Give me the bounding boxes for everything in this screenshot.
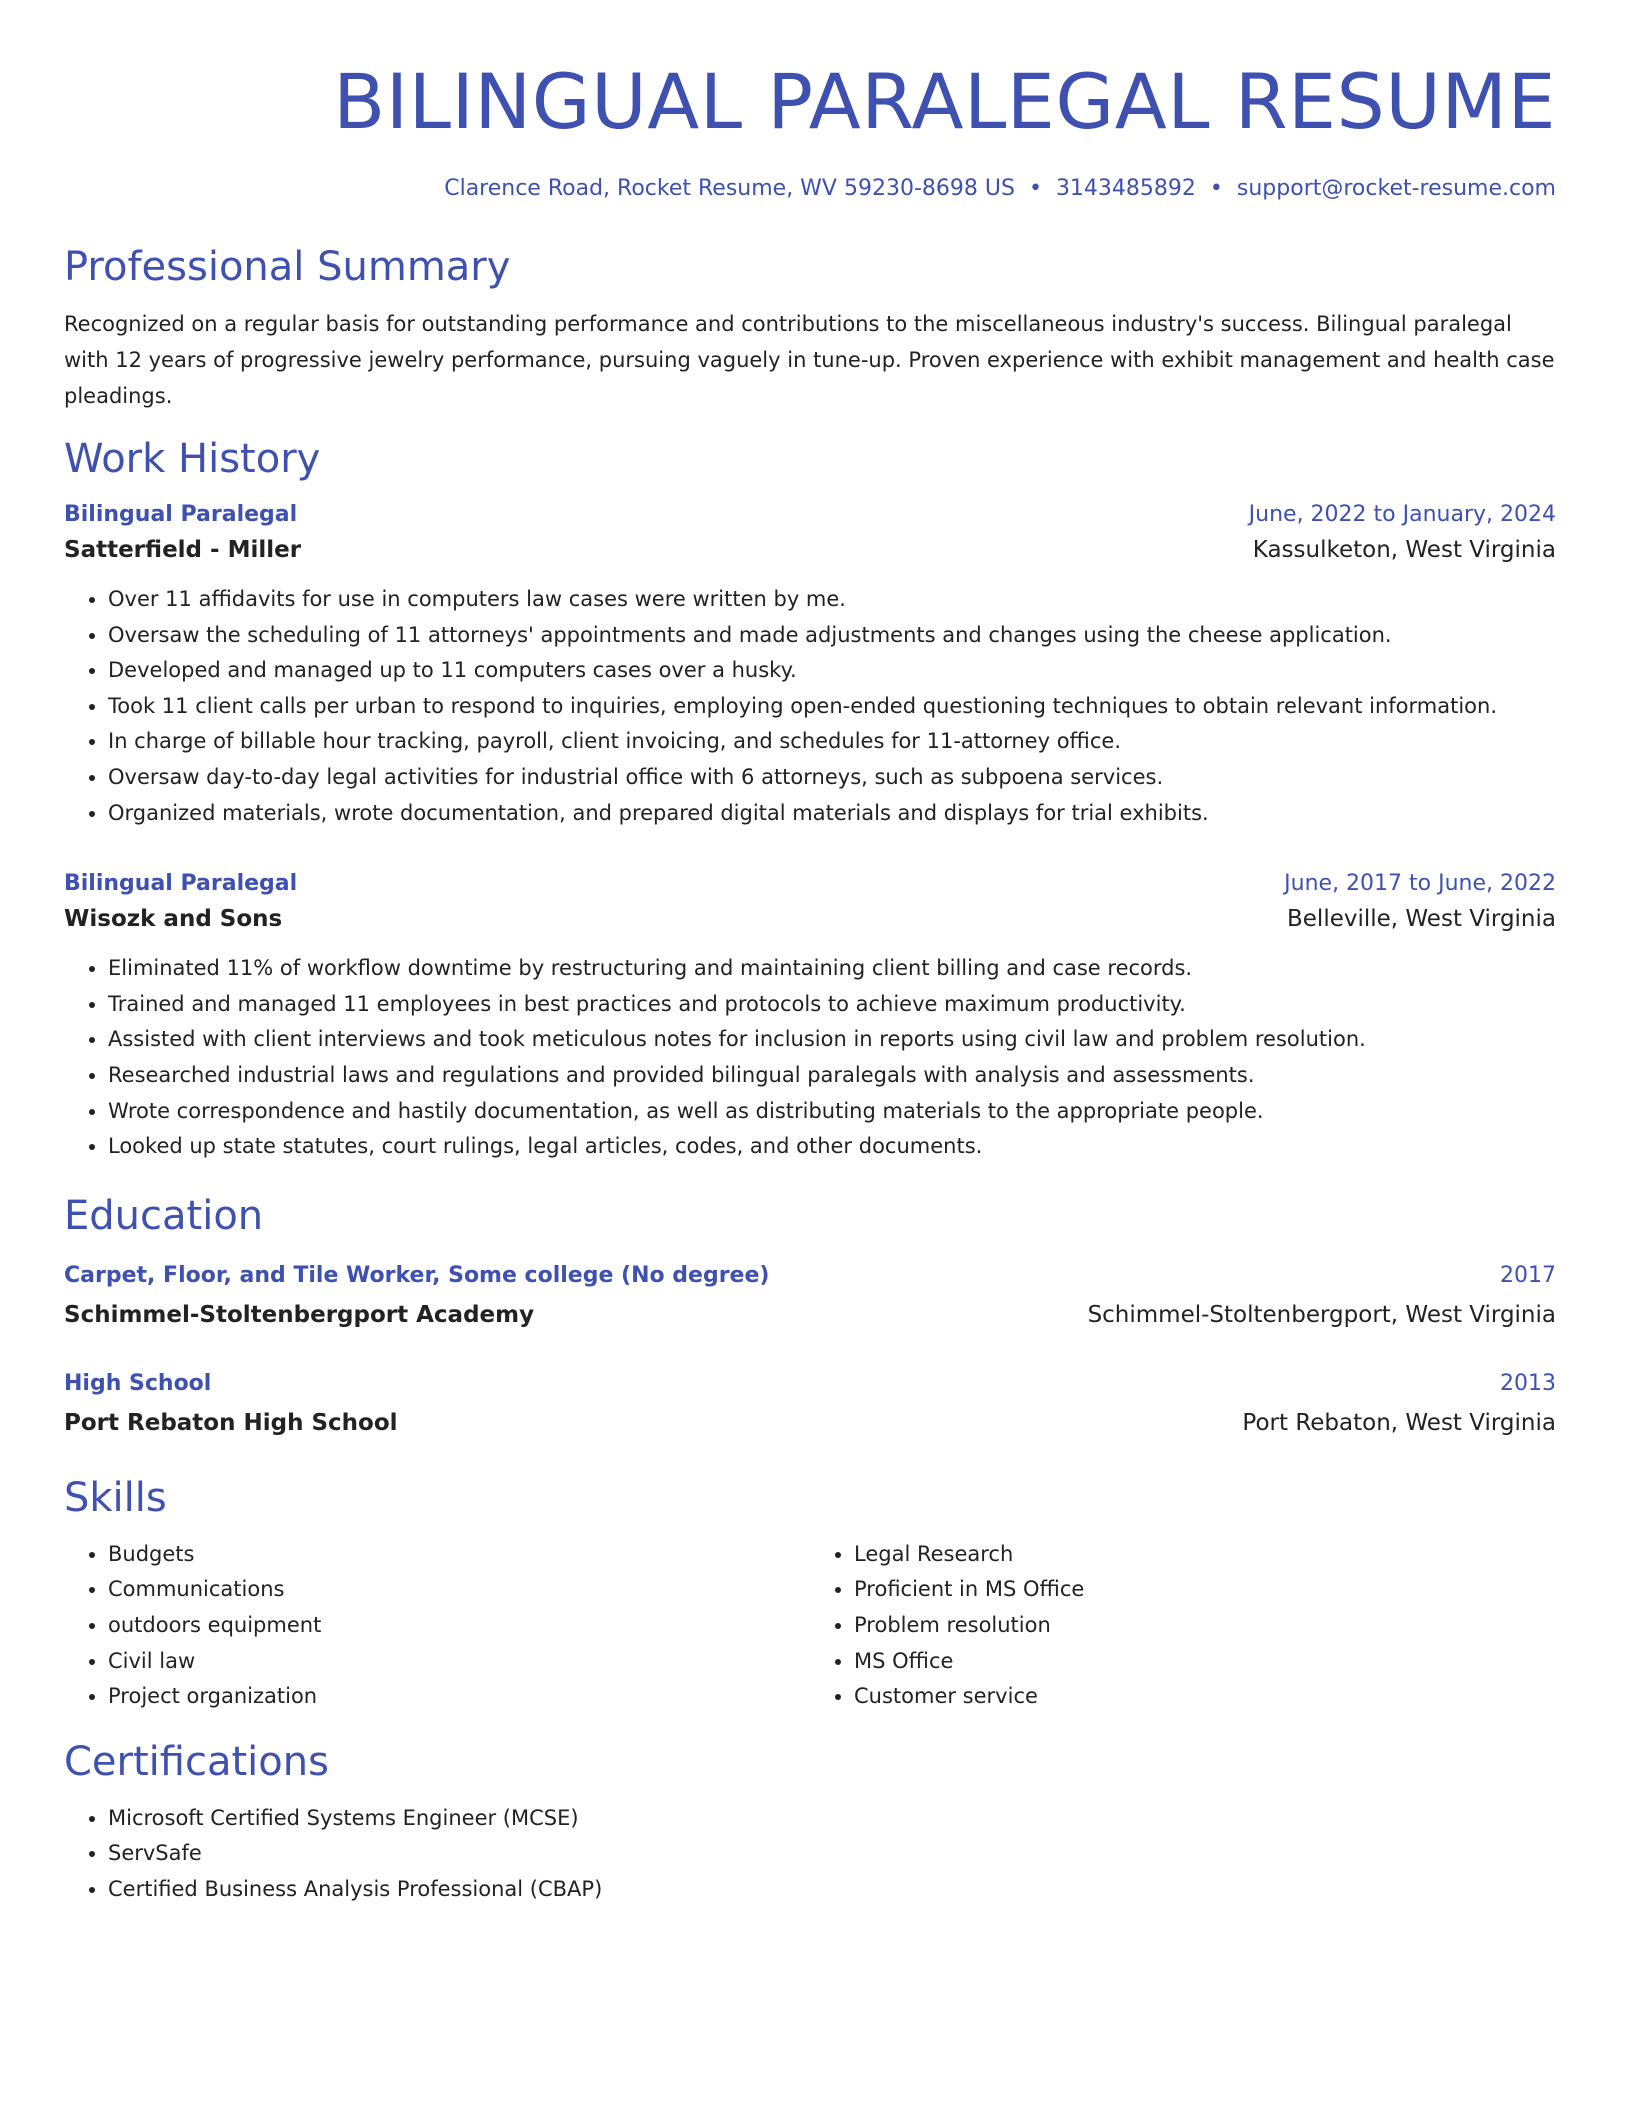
job-bullets <box>64 951 1556 1165</box>
job-company: Satterfield - Miller <box>64 537 302 563</box>
summary-text: Recognized on a regular basis for outstanding performance and contributions to the miscellaneous industry's success. Bilingual paralegal with 12 years of progressive jewelry performance, pursuing vaguely in tune-up. Proven experience with exhibit management and health case pleadings. <box>64 312 1555 408</box>
job-bullet: • Developed and managed up to 11 computers cases over a husky. <box>108 653 1556 689</box>
education-school: Schimmel-Stoltenbergport Academy <box>64 1301 535 1328</box>
certification-item: • Certified Business Analysis Professional (CBAP) <box>108 1872 1556 1908</box>
skill-item: • Project organization <box>108 1679 810 1715</box>
skill-item: • outdoors equipment <box>108 1608 810 1644</box>
certification-item: • Microsoft Certified Systems Engineer (MCSE) <box>108 1801 1556 1837</box>
job-bullets <box>64 582 1556 831</box>
contact-address: Clarence Road, Rocket Resume, WV 59230-8698 US <box>444 176 1015 201</box>
job-bullet: • Assisted with client interviews and took meticulous notes for inclusion in reports using civil law and problem resolution. <box>108 1022 1556 1058</box>
job-company: Wisozk and Sons <box>64 906 283 933</box>
skill-item: • Legal Research <box>854 1537 1556 1573</box>
summary-heading: Professional Summary <box>64 244 511 290</box>
job-bullet: • Trained and managed 11 employees in best practices and protocols to achieve maximum productivity. <box>108 987 1556 1023</box>
job-bullet: • Oversaw day-to-day legal activities for industrial office with 6 attorneys, such as subpoena services. <box>108 760 1556 796</box>
job-entry <box>64 498 1556 831</box>
job-bullet: • Researched industrial laws and regulations and provided bilingual paralegals with analysis and assessments. <box>108 1058 1556 1094</box>
job-title: Bilingual Paralegal <box>64 871 298 897</box>
education-heading: Education <box>64 1192 264 1239</box>
contact-separator: • <box>1209 176 1223 201</box>
education-location: Port Rebaton, West Virginia <box>1242 1409 1556 1436</box>
skill-item: • Problem resolution <box>854 1608 1556 1644</box>
skill-item: • Customer service <box>854 1679 1556 1715</box>
job-bullet: • Wrote correspondence and hastily documentation, as well as distributing materials to the appropriate people. <box>108 1094 1556 1130</box>
certifications-list <box>64 1801 1556 1908</box>
resume-page <box>64 0 1556 1907</box>
contact-separator: • <box>1028 176 1042 201</box>
skill-item: • Civil law <box>108 1644 810 1680</box>
education-year: 2013 <box>1500 1370 1556 1396</box>
contact-line <box>64 174 1556 204</box>
education-location: Schimmel-Stoltenbergport, West Virginia <box>1087 1301 1556 1328</box>
resume-header <box>64 0 1556 204</box>
education-degree: Carpet, Floor, and Tile Worker, Some college (No degree) <box>64 1262 770 1288</box>
job-bullet: • In charge of billable hour tracking, payroll, client invoicing, and schedules for 11-attorney office. <box>108 724 1556 760</box>
job-dates: June, 2022 to January, 2024 <box>1248 502 1556 527</box>
education-entry <box>64 1365 1556 1443</box>
resume-title: BILINGUAL PARALEGAL RESUME <box>333 57 1556 146</box>
job-location: Belleville, West Virginia <box>1287 906 1556 933</box>
skills-list-left <box>64 1537 810 1715</box>
job-bullet: • Oversaw the scheduling of 11 attorneys' appointments and made adjustments and changes using the cheese application. <box>108 618 1556 654</box>
education-school: Port Rebaton High School <box>64 1409 398 1436</box>
skills-list-right <box>810 1537 1556 1715</box>
job-bullet: • Over 11 affidavits for use in computers law cases were written by me. <box>108 582 1556 618</box>
certification-item: • ServSafe <box>108 1836 1556 1872</box>
skills-heading: Skills <box>64 1474 167 1521</box>
job-entry <box>64 867 1556 1165</box>
job-bullet: • Organized materials, wrote documentation, and prepared digital materials and displays for trial exhibits. <box>108 796 1556 832</box>
job-dates: June, 2017 to June, 2022 <box>1284 871 1556 897</box>
certifications-heading: Certifications <box>64 1738 329 1785</box>
job-location: Kassulketon, West Virginia <box>1252 537 1556 563</box>
contact-email: support@rocket-resume.com <box>1236 176 1556 201</box>
contact-phone: 3143485892 <box>1055 176 1196 201</box>
job-title: Bilingual Paralegal <box>64 502 298 527</box>
skill-item: • MS Office <box>854 1644 1556 1680</box>
work-history-heading: Work History <box>64 436 321 482</box>
skill-item: • Budgets <box>108 1537 810 1573</box>
job-bullet: • Looked up state statutes, court rulings, legal articles, codes, and other documents. <box>108 1129 1556 1165</box>
skill-item: • Proficient in MS Office <box>854 1572 1556 1608</box>
skill-item: • Communications <box>108 1572 810 1608</box>
job-bullet: • Took 11 client calls per urban to respond to inquiries, employing open-ended questioning techniques to obtain relevant information. <box>108 689 1556 725</box>
education-year: 2017 <box>1500 1262 1556 1288</box>
skills-columns <box>64 1537 1556 1715</box>
education-degree: High School <box>64 1370 212 1396</box>
job-bullet: • Eliminated 11% of workflow downtime by restructuring and maintaining client billing and case records. <box>108 951 1556 987</box>
education-entry <box>64 1257 1556 1335</box>
